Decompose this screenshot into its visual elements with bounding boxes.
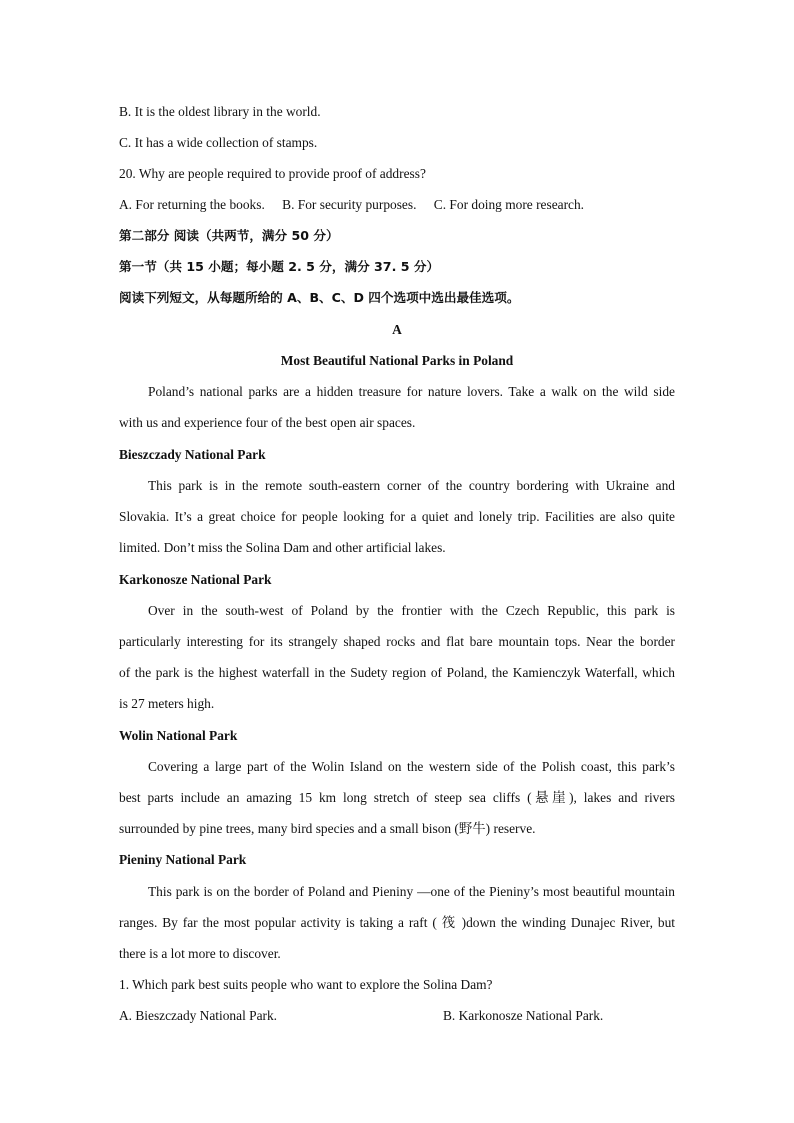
park-text-line: limited. Don’t miss the Solina Dam and other artificial lakes. <box>119 540 446 555</box>
park-text-line: Covering a large part of the Wolin Island on the western side of the Polish coast, this park’s <box>148 759 675 774</box>
section-title: 第一节（共 15 小题；每小题 2. 5 分，满分 37. 5 分） <box>119 259 440 274</box>
park-text-line: best parts include an amazing 15 km long stretch of steep sea cliffs (悬崖), lakes and rivers <box>119 790 675 805</box>
question-20-option-b: B. For security purposes. <box>282 197 417 212</box>
park-text-line: This park is on the border of Poland and Pieniny —one of the Pieniny’s most beautiful mountain <box>148 884 675 899</box>
park-heading-karkonosze: Karkonosze National Park <box>119 572 272 587</box>
question-1-option-a: A. Bieszczady National Park. <box>119 1008 278 1023</box>
park-text-line: This park is in the remote south-eastern corner of the country bordering with Ukraine and <box>148 478 675 493</box>
park-text-line: Slovakia. It’s a great choice for people looking for a quiet and lonely trip. Facilities are also quite <box>119 509 675 524</box>
park-text-line: surrounded by pine trees, many bird species and a small bison (野牛) reserve. <box>119 821 536 836</box>
park-heading-wolin: Wolin National Park <box>119 728 238 743</box>
park-text-line: particularly interesting for its strangely shaped rocks and flat bare mountain tops. Near the border <box>119 634 675 649</box>
park-heading-bieszczady: Bieszczady National Park <box>119 447 266 462</box>
park-text-line: of the park is the highest waterfall in the Sudety region of Poland, the Kamienczyk Waterfall, which <box>119 665 675 680</box>
part-title: 第二部分 阅读（共两节，满分 50 分） <box>119 228 339 243</box>
park-text-line: there is a lot more to discover. <box>119 946 281 961</box>
question-1-stem: 1. Which park best suits people who want to explore the Solina Dam? <box>119 977 493 992</box>
listening-option-c: C. It has a wide collection of stamps. <box>119 135 318 150</box>
passage-title: Most Beautiful National Parks in Poland <box>280 353 514 368</box>
section-instruction: 阅读下列短文，从每题所给的 A、B、C、D 四个选项中选出最佳选项。 <box>119 290 520 305</box>
intro-line-2: with us and experience four of the best open air spaces. <box>119 415 416 430</box>
question-20-option-c: C. For doing more research. <box>433 197 585 212</box>
listening-option-b: B. It is the oldest library in the world. <box>119 104 321 119</box>
park-heading-pieniny: Pieniny National Park <box>119 852 247 867</box>
question-20-options <box>119 196 675 214</box>
park-text-line: ranges. By far the most popular activity is taking a raft ( 筏 )down the winding Dunajec River, but <box>119 915 675 930</box>
question-1-option-b: B. Karkonosze National Park. <box>443 1008 604 1023</box>
park-text-line: Over in the south-west of Poland by the frontier with the Czech Republic, this park is <box>148 603 675 618</box>
park-text-line: is 27 meters high. <box>119 696 215 711</box>
passage-label: A <box>392 322 402 337</box>
question-20-stem: 20. Why are people required to provide proof of address? <box>119 166 426 181</box>
question-20-option-a: A. For returning the books. <box>119 197 265 212</box>
intro-line-1: Poland’s national parks are a hidden treasure for nature lovers. Take a walk on the wild side <box>148 384 675 399</box>
